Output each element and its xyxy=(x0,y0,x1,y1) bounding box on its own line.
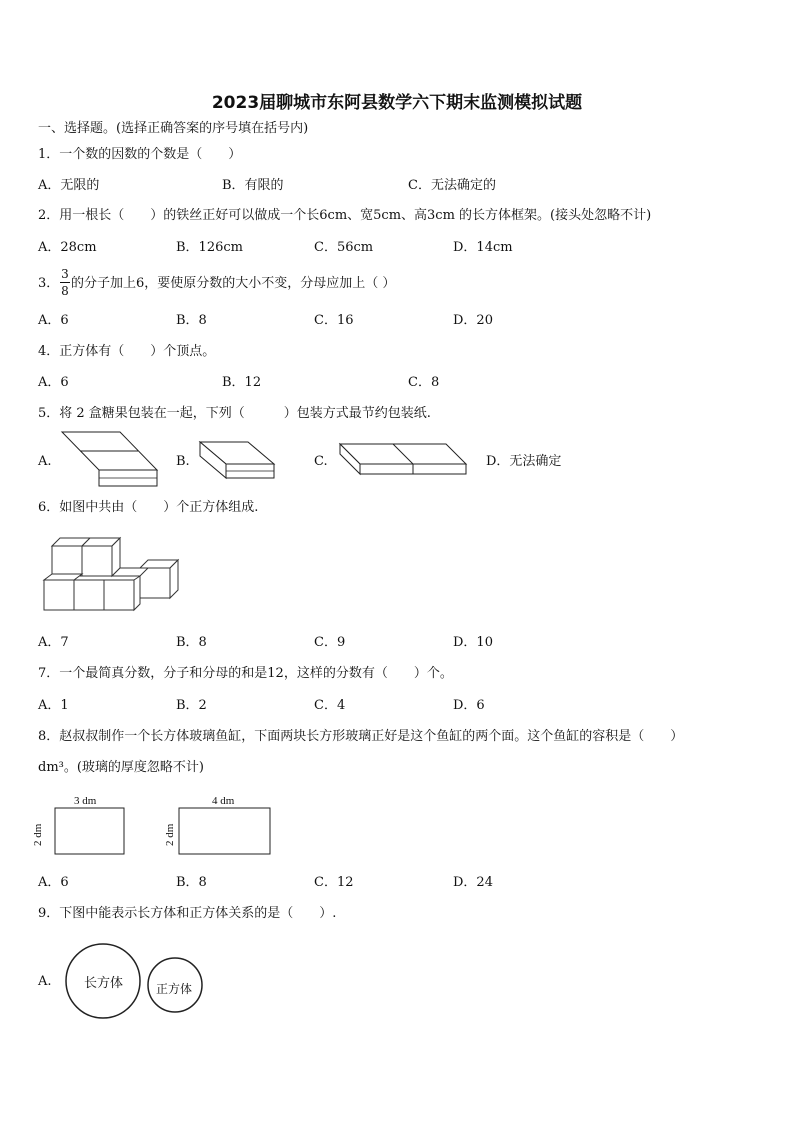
question-3: 的分子加上6，要使原分数的大小不变，分母应加上（ ） xyxy=(71,276,396,291)
rect1-width-label: 3 dm xyxy=(74,795,97,807)
q4-option-a: A．6 xyxy=(38,375,69,390)
q4-option-c: C．8 xyxy=(408,375,440,390)
q7-option-d: D．6 xyxy=(453,698,485,713)
fraction-bar xyxy=(60,282,70,283)
question-3-number: 3． xyxy=(38,276,60,291)
q2-option-d: D．14cm xyxy=(453,240,513,255)
q4-option-b: B．12 xyxy=(222,375,262,390)
question-9: 9．下图中能表示长方体和正方体关系的是（ ）. xyxy=(38,906,337,921)
box-diagram-c xyxy=(338,442,470,478)
q2-option-b: B．126cm xyxy=(176,240,243,255)
glass-rect-2 xyxy=(178,807,272,857)
question-2: 2．用一根长（ ）的铁丝正好可以做成一个长6cm、宽5cm、高3cm 的长方体框架。(接头处忽略不计) xyxy=(38,208,652,223)
box-diagram-b xyxy=(198,440,278,482)
glass-rect-1 xyxy=(54,807,126,857)
q8-option-c: C．12 xyxy=(314,875,354,890)
q5-option-c: C. xyxy=(314,454,328,469)
q6-option-d: D．10 xyxy=(453,635,493,650)
q6-option-b: B．8 xyxy=(176,635,207,650)
q8-option-d: D．24 xyxy=(453,875,493,890)
section-heading: 一、选择题。(选择正确答案的序号填在括号内) xyxy=(38,121,309,136)
question-7: 7．一个最简真分数，分子和分母的和是12，这样的分数有（ ）个。 xyxy=(38,666,453,681)
q3-option-b: B．8 xyxy=(176,313,207,328)
q1-option-c: C．无法确定的 xyxy=(408,178,496,193)
cube-label: 正方体 xyxy=(156,982,193,996)
page-title: 2023届聊城市东阿县数学六下期末监测模拟试题 xyxy=(211,93,583,113)
q2-option-c: C．56cm xyxy=(314,240,374,255)
q5-option-b: B. xyxy=(176,454,190,469)
question-8-continued: dm³。(玻璃的厚度忽略不计) xyxy=(38,760,205,775)
q8-option-b: B．8 xyxy=(176,875,207,890)
q5-option-d: D．无法确定 xyxy=(486,454,562,469)
rect1-height-label: 2 dm xyxy=(32,823,44,846)
q1-option-a: A．无限的 xyxy=(38,178,100,193)
q9-option-a: A. xyxy=(38,974,52,989)
fraction-numerator: 3 xyxy=(61,267,69,281)
question-5: 5．将 2 盒糖果包装在一起，下列（ ）包装方式最节约包装纸. xyxy=(38,406,431,421)
fraction-denominator: 8 xyxy=(61,284,69,298)
q5-option-a: A. xyxy=(38,454,52,469)
rect2-height-label: 2 dm xyxy=(164,823,176,846)
question-6: 6．如图中共由（ ）个正方体组成. xyxy=(38,500,259,515)
q7-option-c: C．4 xyxy=(314,698,346,713)
q7-option-b: B．2 xyxy=(176,698,207,713)
cuboid-label: 长方体 xyxy=(84,976,124,991)
q7-option-a: A．1 xyxy=(38,698,69,713)
cube-stack-figure xyxy=(42,536,182,612)
q3-option-d: D．20 xyxy=(453,313,493,328)
q3-option-a: A．6 xyxy=(38,313,69,328)
q1-option-b: B．有限的 xyxy=(222,178,284,193)
q6-option-a: A．7 xyxy=(38,635,69,650)
q6-option-c: C．9 xyxy=(314,635,346,650)
question-4: 4．正方体有（ ）个顶点。 xyxy=(38,344,216,359)
q3-option-c: C．16 xyxy=(314,313,354,328)
rect2-width-label: 4 dm xyxy=(212,795,235,807)
question-1: 1．一个数的因数的个数是（ ） xyxy=(38,147,242,162)
q2-option-a: A．28cm xyxy=(38,240,97,255)
box-diagram-a xyxy=(60,430,160,492)
question-8: 8．赵叔叔制作一个长方体玻璃鱼缸，下面两块长方形玻璃正好是这个鱼缸的两个面。这个鱼缸的容积是（ ） xyxy=(38,729,684,744)
q8-option-a: A．6 xyxy=(38,875,69,890)
